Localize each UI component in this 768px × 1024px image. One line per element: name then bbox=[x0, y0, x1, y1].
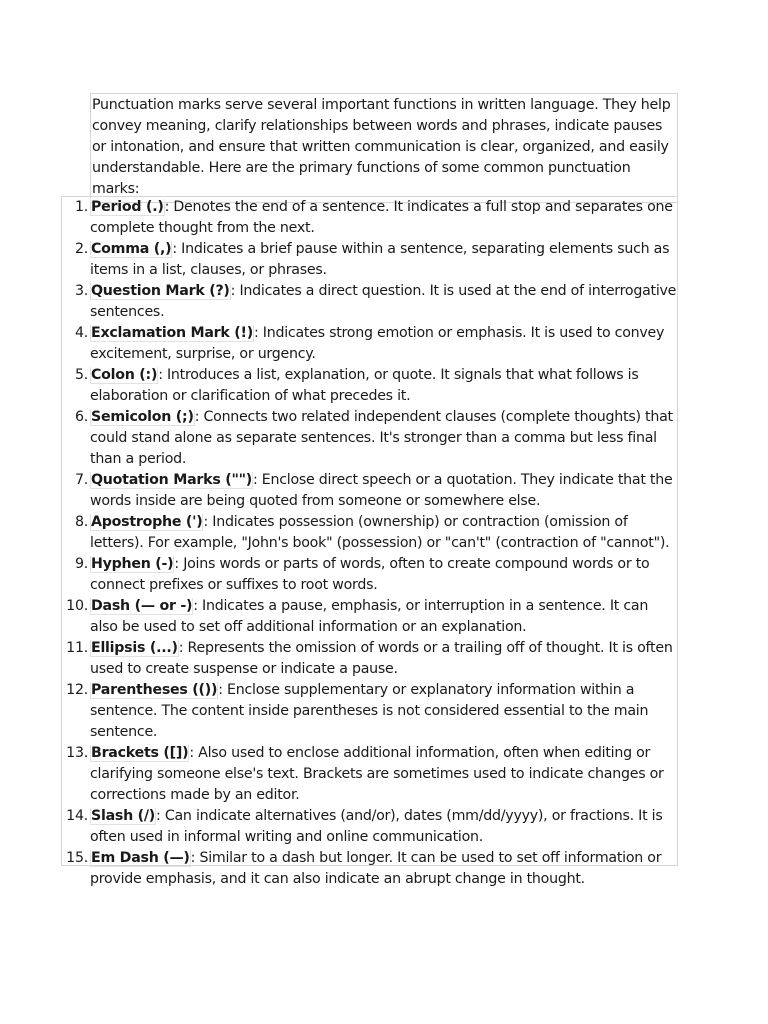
item-number: 4. bbox=[74, 325, 88, 341]
list-item bbox=[66, 680, 680, 743]
item-description: : Represents the omission of words or a trailing off of thought. It is often used to create suspense or indicate a pause. bbox=[90, 640, 673, 677]
item-term: Ellipsis (...) bbox=[91, 640, 178, 656]
list-item bbox=[66, 848, 680, 890]
item-number: 3. bbox=[74, 283, 88, 299]
item-term: Apostrophe (') bbox=[91, 514, 203, 530]
list-item bbox=[66, 596, 680, 638]
item-number: 15. bbox=[66, 850, 88, 866]
item-number: 13. bbox=[66, 745, 88, 761]
item-description: : Connects two related independent clauses (complete thoughts) that could stand alone as separate sentences. It's stronger than a comma but less final than a period. bbox=[90, 409, 673, 467]
item-term: Colon (:) bbox=[91, 367, 158, 383]
item-description: : Enclose supplementary or explanatory information within a sentence. The content inside parentheses is not considered essential to the main sentence. bbox=[90, 682, 649, 740]
item-number: 7. bbox=[74, 472, 88, 488]
item-number: 2. bbox=[74, 241, 88, 257]
item-description: : Enclose direct speech or a quotation. They indicate that the words inside are being quoted from someone or somewhere else. bbox=[90, 472, 673, 509]
item-description: : Indicates strong emotion or emphasis. It is used to convey excitement, surprise, or urgency. bbox=[90, 325, 665, 362]
item-description: : Indicates possession (ownership) or contraction (omission of letters). For example, "John's book" (possession) or "can't" (contraction of "cannot"). bbox=[90, 514, 670, 551]
list-item bbox=[74, 554, 680, 596]
item-term: Semicolon (;) bbox=[91, 409, 194, 425]
list-item bbox=[74, 407, 680, 470]
item-number: 10. bbox=[66, 598, 88, 614]
item-number: 11. bbox=[66, 640, 88, 656]
item-description: : Also used to enclose additional information, often when editing or clarifying someone else's text. Brackets are sometimes used to indicate changes or corrections made by an editor. bbox=[90, 745, 664, 803]
item-description: : Introduces a list, explanation, or quote. It signals that what follows is elaboration or clarification of what precedes it. bbox=[90, 367, 639, 404]
item-description: : Can indicate alternatives (and/or), dates (mm/dd/yyyy), or fractions. It is often used in informal writing and online communication. bbox=[90, 808, 663, 845]
list-item bbox=[66, 638, 680, 680]
item-description: : Indicates a pause, emphasis, or interruption in a sentence. It can also be used to set off additional information or an explanation. bbox=[90, 598, 649, 635]
item-description: : Denotes the end of a sentence. It indicates a full stop and separates one complete thought from the next. bbox=[90, 199, 673, 236]
list-item bbox=[74, 470, 680, 512]
item-description: : Joins words or parts of words, often to create compound words or to connect prefixes or suffixes to root words. bbox=[90, 556, 650, 593]
list-item bbox=[74, 281, 680, 323]
item-term: Question Mark (?) bbox=[91, 283, 230, 299]
item-number: 5. bbox=[74, 367, 88, 383]
item-description: : Indicates a direct question. It is used at the end of interrogative sentences. bbox=[90, 283, 677, 320]
item-number: 1. bbox=[74, 199, 88, 215]
item-term: Em Dash (—) bbox=[91, 850, 190, 866]
item-number: 6. bbox=[74, 409, 88, 425]
list-item bbox=[74, 323, 680, 365]
item-number: 14. bbox=[66, 808, 88, 824]
list-item bbox=[66, 743, 680, 806]
item-term: Brackets ([]) bbox=[91, 745, 189, 761]
list-item bbox=[74, 197, 680, 239]
list-item bbox=[66, 806, 680, 848]
item-term: Exclamation Mark (!) bbox=[91, 325, 253, 341]
list-item bbox=[74, 512, 680, 554]
item-term: Parentheses (()) bbox=[91, 682, 218, 698]
item-number: 8. bbox=[74, 514, 88, 530]
intro-paragraph: Punctuation marks serve several important functions in written language. They help convey meaning, clarify relationships between words and phrases, indicate pauses or intonation, and ensure that written communication is clear, organized, and easily understandable. Here are the primary functions of some common punctuation marks: bbox=[90, 93, 678, 203]
item-term: Dash (— or -) bbox=[91, 598, 193, 614]
list-item bbox=[74, 239, 680, 281]
item-term: Quotation Marks ("") bbox=[91, 472, 252, 488]
item-term: Hyphen (-) bbox=[91, 556, 174, 572]
item-term: Slash (/) bbox=[91, 808, 156, 824]
item-number: 12. bbox=[66, 682, 88, 698]
item-term: Period (.) bbox=[91, 199, 164, 215]
item-number: 9. bbox=[74, 556, 88, 572]
item-term: Comma (,) bbox=[91, 241, 172, 257]
item-description: : Similar to a dash but longer. It can be used to set off information or provide emphasis, and it can also indicate an abrupt change in thought. bbox=[90, 850, 662, 887]
item-description: : Indicates a brief pause within a sentence, separating elements such as items in a list, clauses, or phrases. bbox=[90, 241, 670, 278]
punctuation-list bbox=[66, 197, 680, 890]
list-item bbox=[74, 365, 680, 407]
